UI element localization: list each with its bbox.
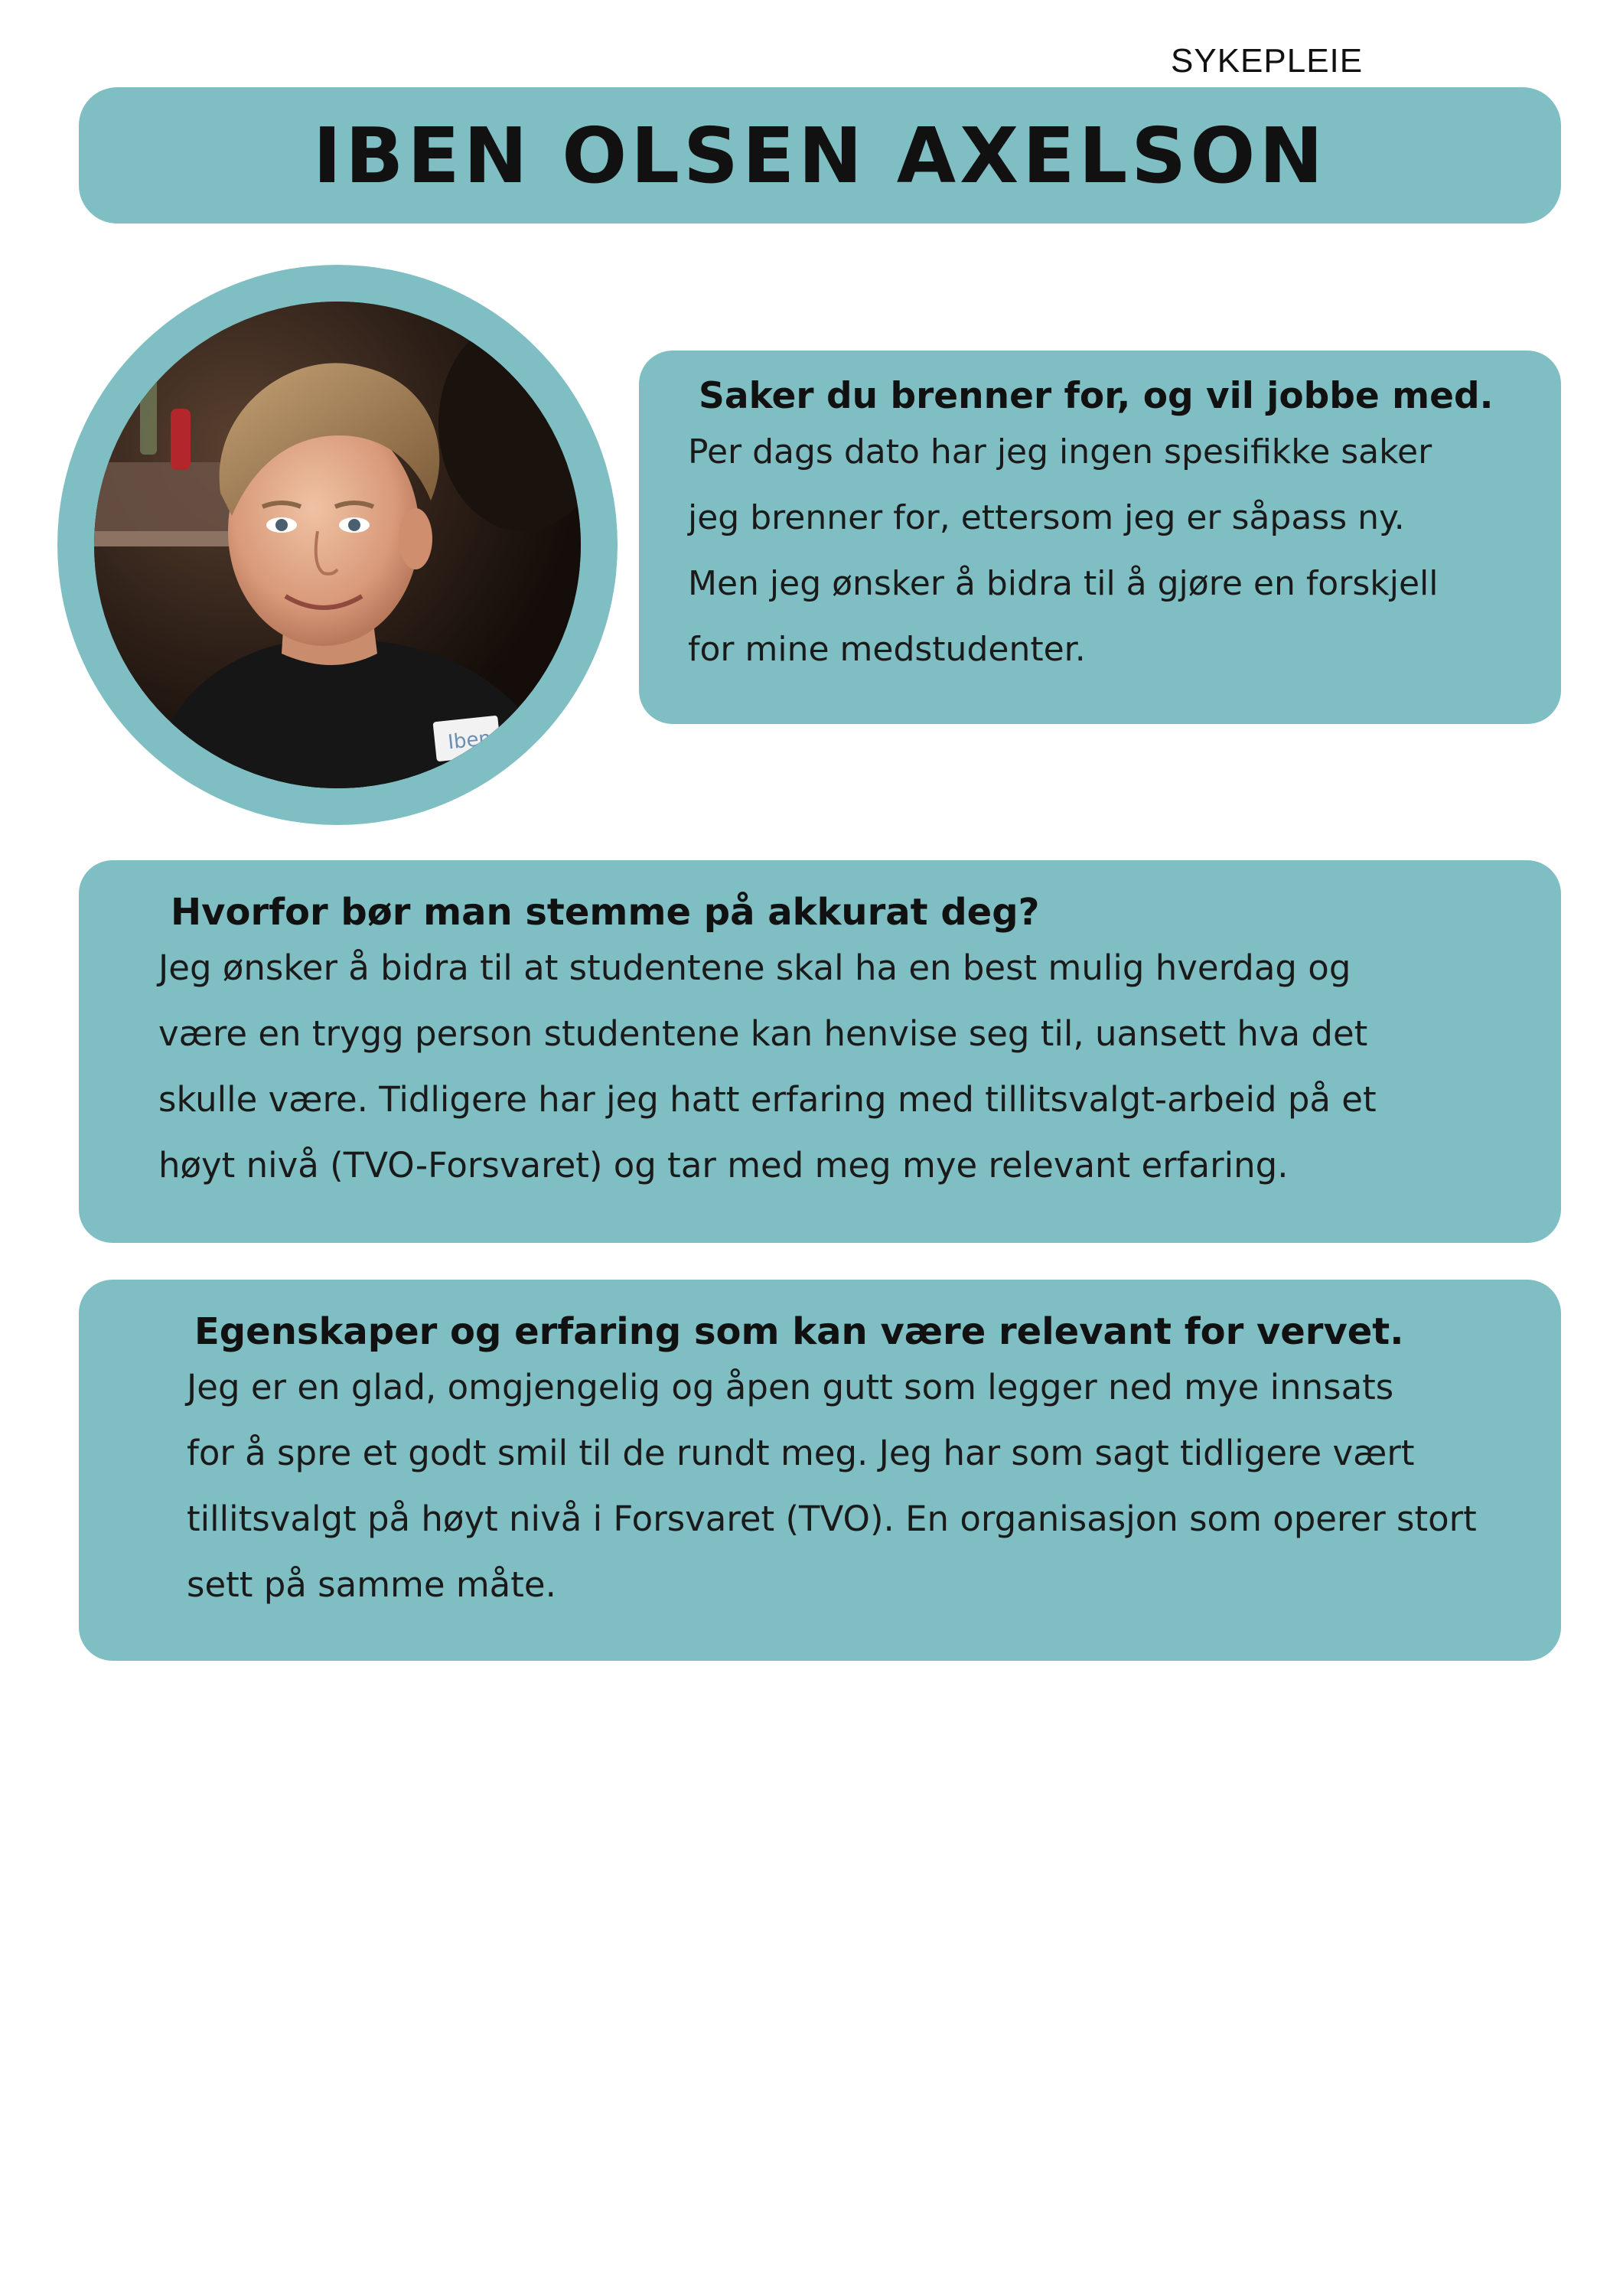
section-line: jeg brenner for, ettersom jeg er såpass ny. [688,498,1405,537]
section-line: tillitsvalgt på høyt nivå i Forsvaret (TVO). En organisasjon som operer stort [187,1499,1477,1539]
section-card-why-vote [79,860,1561,1243]
name-tag-text: Iben [446,726,493,755]
candidate-photo [94,302,581,788]
name-banner [79,87,1561,223]
section-line: Per dags dato har jeg ingen spesifikke saker [688,432,1432,471]
section-heading: Saker du brenner for, og vil jobbe med. [699,375,1494,417]
section-line: være en trygg person studentene kan henvise seg til, uansett hva det [158,1013,1368,1054]
section-line: Jeg ønsker å bidra til at studentene skal ha en best mulig hverdag og [158,947,1351,988]
section-line: for mine medstudenter. [688,630,1086,669]
department-label: SYKEPLEIE [1171,42,1364,80]
section-line: sett på samme måte. [187,1564,556,1605]
section-line: Men jeg ønsker å bidra til å gjøre en forskjell [688,564,1439,603]
section-line: høyt nivå (TVO-Forsvaret) og tar med meg mye relevant erfaring. [158,1145,1289,1186]
section-line: Jeg er en glad, omgjengelig og åpen gutt som legger ned mye innsats [187,1367,1394,1407]
section-line: skulle være. Tidligere har jeg hatt erfaring med tillitsvalgt-arbeid på et [158,1079,1377,1120]
section-card-qualities [79,1280,1561,1661]
section-heading: Egenskaper og erfaring som kan være relevant for vervet. [194,1310,1404,1353]
candidate-name: IBEN OLSEN AXELSON [312,110,1328,201]
section-heading: Hvorfor bør man stemme på akkurat deg? [171,891,1040,934]
photo-frame [57,265,618,825]
section-card-passions [639,351,1561,724]
section-line: for å spre et godt smil til de rundt meg. Jeg har som sagt tidligere vært [187,1433,1415,1473]
portrait-illustration [94,302,581,788]
